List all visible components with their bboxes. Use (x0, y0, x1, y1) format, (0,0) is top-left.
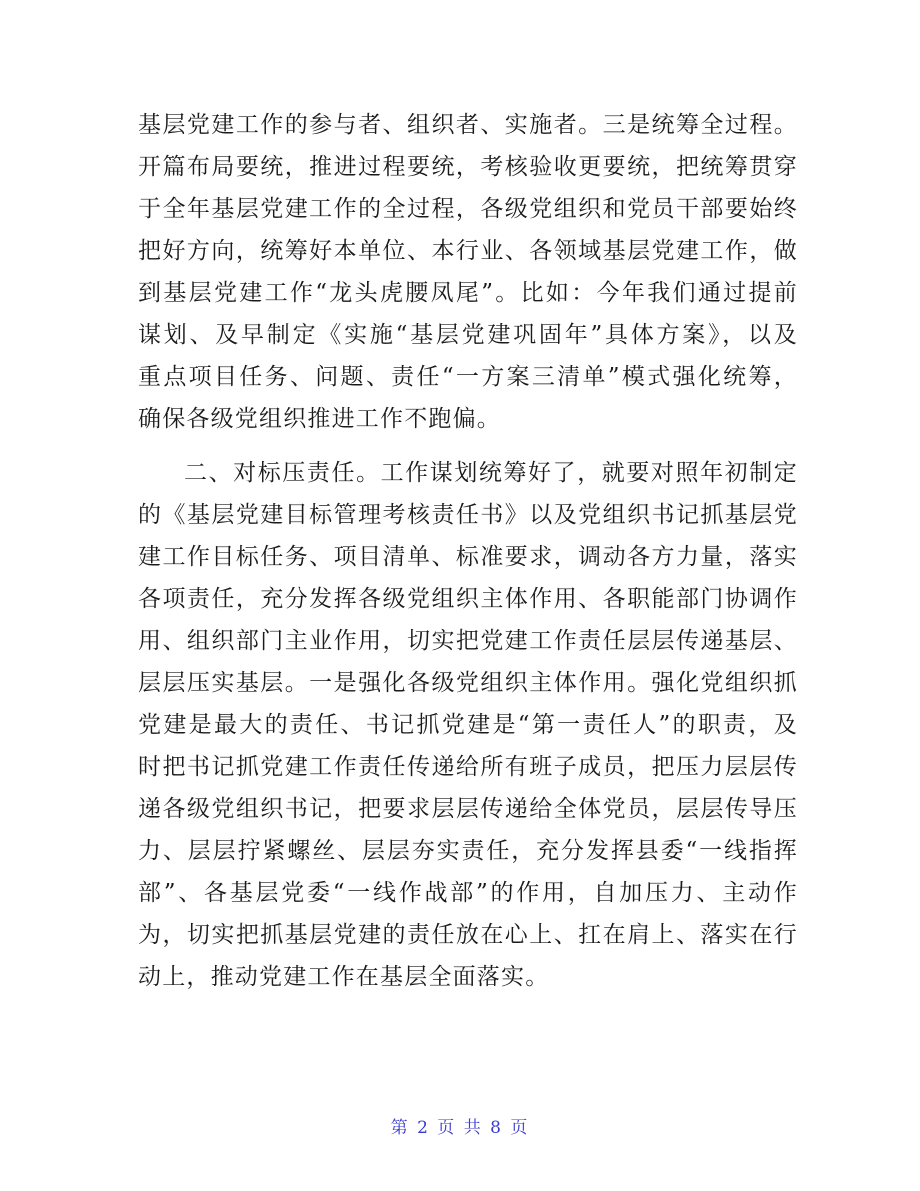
text-line: 于全年基层党建工作的全过程，各级党组织和党员干部要始终 (138, 196, 798, 222)
text-line: 动上，推动党建工作在基层全面落实。 (138, 964, 550, 990)
text-line: 递各级党组织书记，把要求层层传递给全体党员，层层传导压 (138, 796, 798, 822)
text-line: 开篇布局要统，推进过程要统，考核验收更要统，把统筹贯穿 (138, 154, 798, 180)
text-line: 确保各级党组织推进工作不跑偏。 (138, 406, 501, 432)
text-line: 为，切实把抓基层党建的责任放在心上、扛在肩上、落实在行 (138, 922, 798, 948)
text-line: 把好方向，统筹好本单位、本行业、各领域基层党建工作，做 (138, 238, 798, 264)
text-line: 层层压实基层。一是强化各级党组织主体作用。强化党组织抓 (138, 670, 798, 696)
text-line: 谋划、及早制定《实施“基层党建巩固年”具体方案》，以及 (138, 322, 798, 348)
text-line: 重点项目任务、问题、责任“一方案三清单”模式强化统筹， (138, 364, 798, 390)
body-text (138, 104, 798, 998)
text-line: 党建是最大的责任、书记抓党建是“第一责任人”的职责，及 (138, 712, 798, 738)
text-line: 时把书记抓党建工作责任传递给所有班子成员，把压力层层传 (138, 754, 798, 780)
text-line: 的《基层党建目标管理考核责任书》以及党组织书记抓基层党 (138, 502, 798, 528)
text-line: 到基层党建工作“龙头虎腰凤尾”。比如：今年我们通过提前 (138, 280, 798, 306)
text-line: 部”、各基层党委“一线作战部”的作用，自加压力、主动作 (138, 880, 798, 906)
text-line: 用、组织部门主业作用，切实把党建工作责任层层传递基层、 (138, 628, 798, 654)
text-line: 建工作目标任务、项目清单、标准要求，调动各方力量，落实 (138, 544, 798, 570)
text-line: 力、层层拧紧螺丝、层层夯实责任，充分发挥县委“一线指挥 (138, 838, 798, 864)
text-line: 各项责任，充分发挥各级党组织主体作用、各职能部门协调作 (138, 586, 798, 612)
page-number-footer: 第 2 页 共 8 页 (390, 1118, 530, 1138)
text-line: 基层党建工作的参与者、组织者、实施者。三是统筹全过程。 (138, 112, 798, 138)
paragraph-first-line: 二、对标压责任。工作谋划统筹好了，就要对照年初制定 (184, 460, 798, 486)
